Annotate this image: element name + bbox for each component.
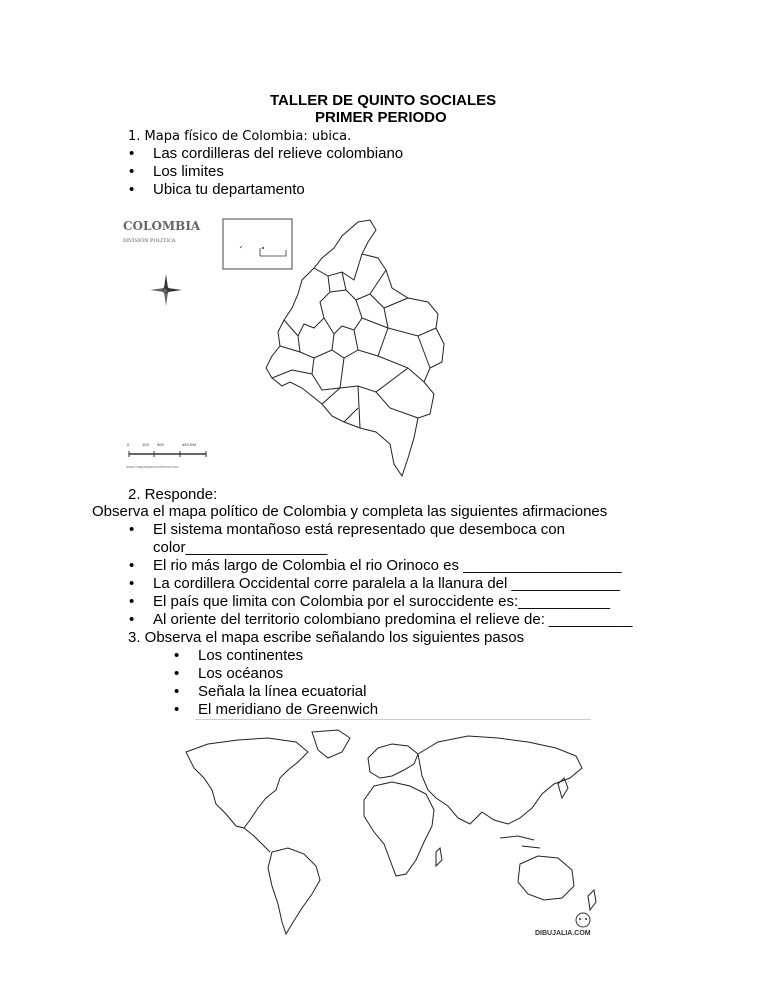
world-map [178, 728, 610, 938]
section2-item: • Al oriente del territorio colombiano predomina el relieve de: __________ [153, 611, 632, 628]
page-title: TALLER DE QUINTO SOCIALES [270, 92, 497, 109]
colombia-map-source: www.mapasparacolorear.com [126, 464, 179, 469]
page-subtitle: PRIMER PERIODO [315, 109, 447, 126]
section1-bullet: • Los limites [153, 163, 224, 180]
divider [195, 719, 591, 720]
scale-label-1: 103 [142, 442, 149, 447]
section2-label: 2. Responde: [128, 486, 218, 503]
scale-label-3: 453 KM [182, 442, 196, 447]
section3-item: • Los continentes [198, 647, 303, 664]
section3-label: 3. Observa el mapa escribe señalando los siguientes pasos [128, 629, 525, 646]
section2-item: • El rio más largo de Colombia el rio Orinoco es ___________________ [153, 557, 622, 574]
section1-label: 1. Mapa físico de Colombia: ubica. [128, 129, 352, 144]
section3-item: • El meridiano de Greenwich [198, 701, 378, 718]
section2-intro: Observa el mapa político de Colombia y completa las siguientes afirmaciones [92, 503, 608, 520]
dibujalia-logo-icon [566, 912, 600, 932]
section3-item: • Los océanos [198, 665, 283, 682]
section2-item: • La cordillera Occidental corre paralela a la llanura del _____________ [153, 575, 620, 592]
section1-bullet: • Las cordilleras del relieve colombiano [153, 145, 403, 162]
colombia-map-title: COLOMBIA [123, 219, 201, 233]
colombia-political-map [258, 218, 458, 480]
section2-item: • El país que limita con Colombia por el suroccidente es:___________ [153, 593, 610, 610]
compass-rose-icon [150, 274, 182, 306]
section3-item: • Señala la línea ecuatorial [198, 683, 366, 700]
colombia-map-subtitle: DIVISIÓN POLÍTICA [123, 238, 176, 244]
dibujalia-logo-text: DIBUJALIA.COM [535, 930, 591, 937]
scale-label-0: 0 [127, 442, 130, 447]
section1-bullet: • Ubica tu departamento [153, 181, 305, 198]
section2-item: • El sistema montañoso está representado que desemboca con [153, 521, 565, 538]
scale-bar [128, 448, 208, 458]
section2-item-continuation: color_________________ [153, 539, 328, 556]
scale-label-2: 300 [157, 442, 164, 447]
